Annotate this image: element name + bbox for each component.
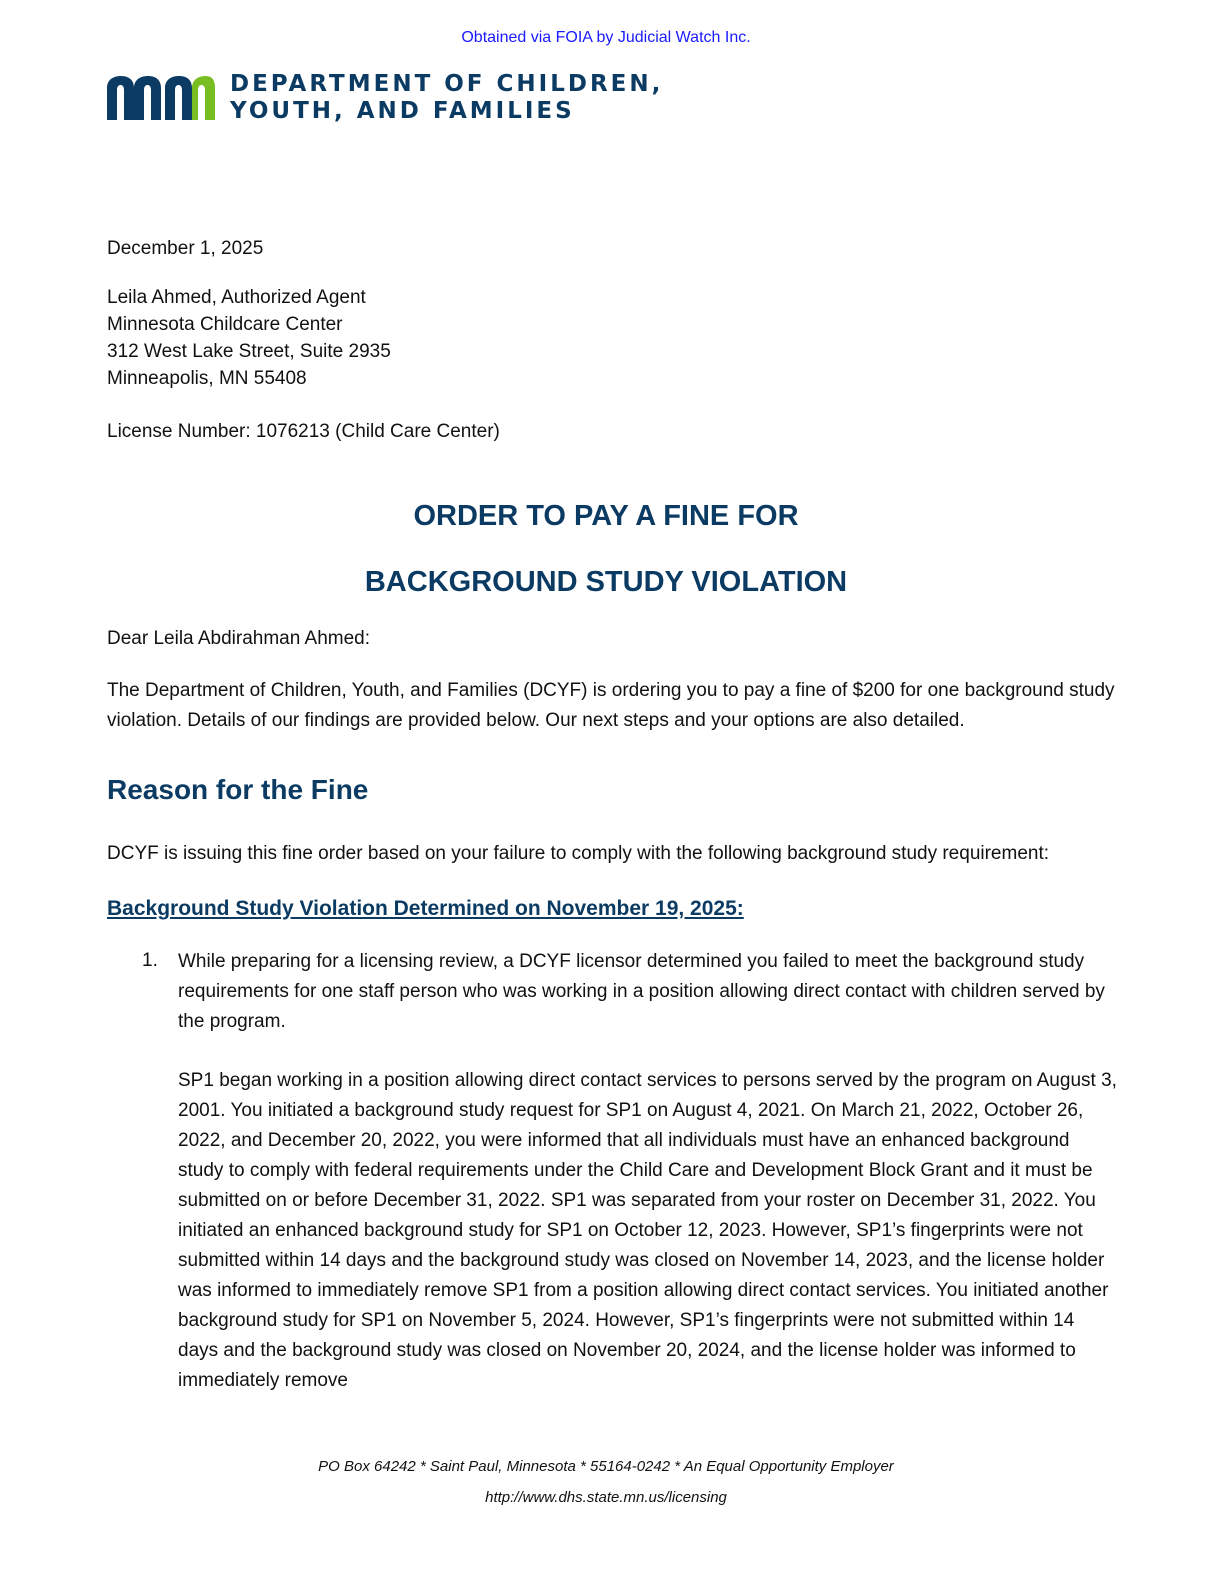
department-name-line2: YOUTH, AND FAMILIES [230, 98, 575, 124]
recipient-name: Leila Ahmed, Authorized Agent [107, 287, 366, 308]
department-name-line1: DEPARTMENT OF CHILDREN, [230, 71, 664, 97]
foia-watermark: Obtained via FOIA by Judicial Watch Inc. [461, 29, 751, 46]
section-text: DCYF is issuing this fine order based on your failure to comply with the following background study requirement: [107, 843, 1050, 864]
recipient-org: Minnesota Childcare Center [107, 314, 343, 335]
footer-url: http://www.dhs.state.mn.us/licensing [485, 1489, 727, 1506]
footer-address: PO Box 64242 * Saint Paul, Minnesota * 55164-0242 * An Equal Opportunity Employer [318, 1458, 894, 1475]
department-name [230, 71, 663, 125]
section-heading: Reason for the Fine [107, 774, 369, 805]
violation-heading: Background Study Violation Determined on November 19, 2025: [107, 897, 744, 920]
minnesota-mn-logo-icon [107, 74, 215, 122]
salutation: Dear Leila Abdirahman Ahmed: [107, 628, 370, 649]
license-number: License Number: 1076213 (Child Care Center) [107, 421, 500, 442]
list-item-number: 1. [142, 950, 158, 971]
list-item-text: While preparing for a licensing review, a DCYF licensor determined you failed to meet the background study requirements for one staff person who was working in a position allowing direct contact with children served by the program. [178, 951, 1105, 1032]
document-title-line2: BACKGROUND STUDY VIOLATION [364, 566, 848, 598]
letter-date: December 1, 2025 [107, 238, 264, 259]
document-title-line1: ORDER TO PAY A FINE FOR [413, 500, 799, 532]
recipient-city: Minneapolis, MN 55408 [107, 368, 307, 389]
recipient-address [107, 284, 391, 392]
recipient-street: 312 West Lake Street, Suite 2935 [107, 341, 391, 362]
list-item-paragraph: SP1 began working in a position allowing direct contact services to persons served by the program on August 3, 2001. You initiated a background study request for SP1 on August 4, 2021. On March 21, 2022, October 26, 2022, and December 20, 2022, you were informed that all individuals must have an enhanced background study to comply with federal requirements under the Child Care and Development Block Grant and it must be submitted on or before December 31, 2022. SP1 was separated from your roster on December 31, 2022. You initiated an enhanced background study for SP1 on October 12, 2023. However, SP1’s fingerprints were not submitted within 14 days and the background study was closed on November 14, 2023, and the license holder was informed to immediately remove SP1 from a position allowing direct contact services. You initiated another background study for SP1 on November 5, 2024. However, SP1’s fingerprints were not submitted within 14 days and the background study was closed on November 20, 2024, and the license holder was informed to immediately remove [178, 1070, 1117, 1391]
intro-paragraph: The Department of Children, Youth, and Families (DCYF) is ordering you to pay a fine of $200 for one background study violation. Details of our findings are provided below. Our next steps and your options are also detailed. [107, 680, 1115, 731]
